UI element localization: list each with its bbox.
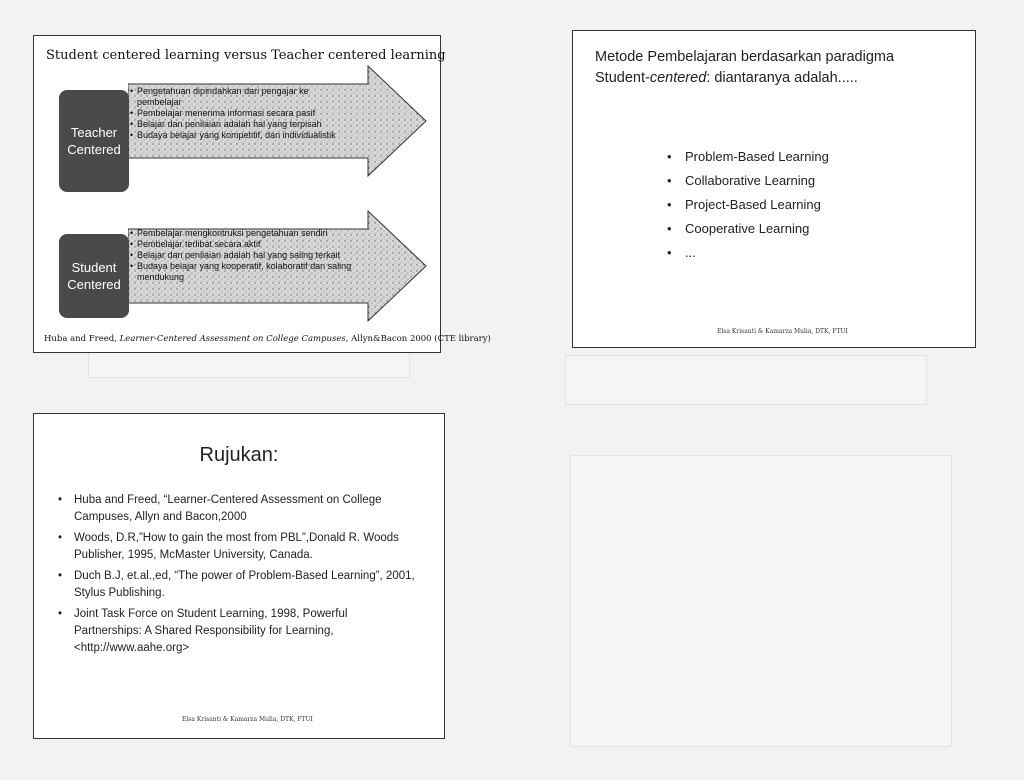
list-item: • Belajar dan penilaian adalah hal yang saling terkait bbox=[130, 250, 365, 261]
slide-footer: Elsa Krisanti & Kamarza Mulia, DTK, FTUI bbox=[717, 328, 848, 335]
slide-title: Student centered learning versus Teacher centered learning bbox=[46, 48, 446, 63]
list-item: • ... bbox=[667, 241, 829, 265]
list-item: • Huba and Freed, “Learner-Centered Assessment on College Campuses, Allyn and Bacon,2000 bbox=[58, 492, 418, 526]
slide-title: Rujukan: bbox=[199, 444, 279, 466]
student-points-list bbox=[130, 228, 365, 283]
citation-publisher: , Allyn&Bacon 2000 (CTE library) bbox=[345, 334, 491, 344]
list-item: • Joint Task Force on Student Learning, 1998, Powerful Partnerships: A Shared Responsibility for Learning, <http://www.aahe.org> bbox=[58, 606, 418, 657]
title-prefix: Student- bbox=[595, 70, 650, 86]
list-item: • Cooperative Learning bbox=[667, 217, 829, 241]
bleed-through-shadow bbox=[565, 355, 927, 405]
slide-footer: Elsa Krisanti & Kamarza Mulia, DTK, FTUI bbox=[182, 716, 313, 723]
slide-title bbox=[595, 47, 894, 89]
references-list bbox=[58, 492, 418, 661]
teacher-box-line2: Centered bbox=[67, 142, 121, 157]
list-item: • Collaborative Learning bbox=[667, 169, 829, 193]
slide-references bbox=[33, 413, 445, 739]
student-box-line1: Student bbox=[71, 260, 117, 275]
slide-teacher-vs-student-centered bbox=[33, 35, 491, 353]
teacher-centered-box bbox=[59, 90, 129, 192]
citation bbox=[44, 334, 491, 344]
teacher-points-list bbox=[130, 86, 355, 141]
student-box-line2: Centered bbox=[67, 277, 121, 292]
list-item: • Duch B.J, et.al.,ed, “The power of Problem-Based Learning”, 2001, Stylus Publishing. bbox=[58, 568, 418, 602]
student-centered-box bbox=[59, 234, 129, 318]
list-item: • Budaya belajar yang kooperatif, kolaboratif dan saling mendukung bbox=[130, 261, 365, 283]
list-item: • Pembelajar menerima informasi secara pasif bbox=[130, 108, 355, 119]
bleed-through-shadow bbox=[570, 455, 952, 747]
list-item: • Pembelajar terlibat secara aktif bbox=[130, 239, 365, 250]
list-item: • Belajar dan penilaian adalah hal yang terpisah bbox=[130, 119, 355, 130]
title-line-2 bbox=[595, 68, 894, 89]
citation-authors: Huba and Freed, bbox=[44, 334, 120, 344]
list-item: • Budaya belajar yang kompetitif, dan individualistik bbox=[130, 130, 355, 141]
list-item: • Woods, D.R,”How to gain the most from PBL”,Donald R. Woods Publisher, 1995, McMaster University, Canada. bbox=[58, 530, 418, 564]
slide-student-centered-methods bbox=[572, 30, 976, 348]
title-italic: centered bbox=[649, 70, 707, 86]
list-item: • Problem-Based Learning bbox=[667, 145, 829, 169]
list-item: • Pembelajar mengkontruksi pengetahuan sendiri bbox=[130, 228, 365, 239]
list-item: • Pengetahuan dipindahkan dari pengajar ke pembelajar bbox=[130, 86, 355, 108]
teacher-box-line1: Teacher bbox=[70, 125, 118, 140]
title-line-1: Metode Pembelajaran berdasarkan paradigma bbox=[595, 49, 895, 65]
methods-list bbox=[667, 145, 829, 265]
title-suffix: : diantaranya adalah..... bbox=[706, 70, 858, 86]
citation-title: Learner-Centered Assessment on College Campuses bbox=[119, 334, 346, 344]
list-item: • Project-Based Learning bbox=[667, 193, 829, 217]
